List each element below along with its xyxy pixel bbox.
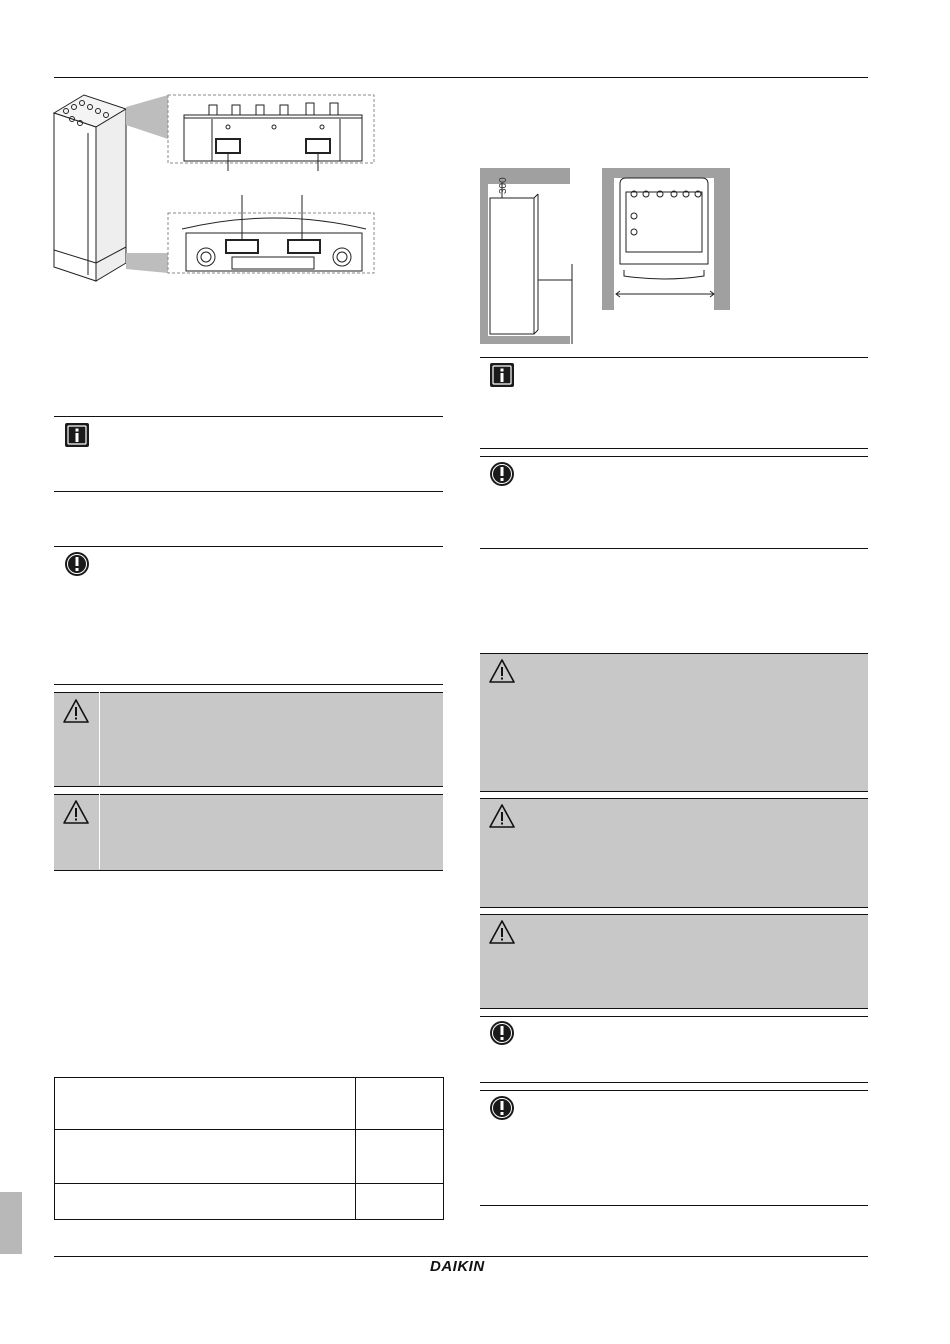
table-row-2-col-2 <box>355 1129 444 1184</box>
footer-rule <box>54 1256 868 1257</box>
table-row-3-col-1 <box>54 1183 356 1220</box>
unit-handles-figure <box>44 85 384 285</box>
table-row-3-col-2 <box>355 1183 444 1220</box>
indoor-unit-drawing <box>54 95 126 281</box>
daikin-logo: DAIKIN <box>430 1258 485 1275</box>
left-important-top-rule <box>54 546 443 547</box>
right-important-2-top-rule <box>480 1016 868 1017</box>
right-warning-2-box <box>480 798 868 908</box>
header-rule <box>54 77 868 78</box>
left-warning-1-divider <box>99 692 100 785</box>
important-icon <box>489 1095 515 1121</box>
left-warning-1-box <box>54 692 443 787</box>
right-important-2-bottom-rule <box>480 1082 868 1083</box>
warning-icon <box>489 658 515 684</box>
clearance-side-view <box>480 168 578 344</box>
right-important-3-top-rule <box>480 1090 868 1091</box>
warning-icon <box>489 919 515 945</box>
clearance-top-view <box>602 168 730 310</box>
warning-icon <box>489 803 515 829</box>
right-info-bottom-rule <box>480 448 868 449</box>
right-info-top-rule <box>480 357 868 358</box>
warning-icon <box>63 698 89 724</box>
important-icon <box>64 551 90 577</box>
table-row-1-col-1 <box>54 1077 356 1130</box>
right-important-1-bottom-rule <box>480 548 868 549</box>
warning-icon <box>63 799 89 825</box>
right-important-1-top-rule <box>480 456 868 457</box>
clearance-300-label: 300 <box>498 177 509 194</box>
right-important-3-bottom-rule <box>480 1205 868 1206</box>
table-row-1-col-2 <box>355 1077 444 1130</box>
left-info-bottom-rule <box>54 491 443 492</box>
left-warning-2-box <box>54 794 443 871</box>
chapter-side-tab <box>0 1192 22 1254</box>
right-warning-1-box <box>480 653 868 792</box>
important-icon <box>489 461 515 487</box>
table-row-2-col-1 <box>54 1129 356 1184</box>
left-important-bottom-rule <box>54 684 443 685</box>
left-info-top-rule <box>54 416 443 417</box>
important-icon <box>489 1020 515 1046</box>
left-warning-2-divider <box>99 794 100 869</box>
information-icon <box>489 362 515 388</box>
information-icon <box>64 422 90 448</box>
right-warning-3-box <box>480 914 868 1009</box>
